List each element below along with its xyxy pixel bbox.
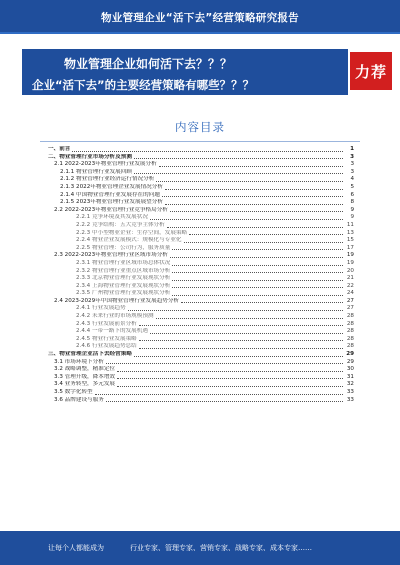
toc-entry-label: 3.5 数字化转型 [54, 389, 93, 395]
toc-entry-leader [117, 371, 343, 372]
toc-entry-page: 5 [350, 183, 354, 190]
toc-entry[interactable] [48, 275, 354, 283]
toc-entry-leader [172, 272, 343, 273]
toc-title: 内容目录 [175, 120, 225, 134]
toc-entry-leader [172, 249, 343, 250]
hero-banner [22, 49, 348, 95]
toc-entry-page: 33 [346, 396, 354, 403]
toc-entry-page: 32 [346, 381, 354, 388]
toc-entry-leader [156, 181, 343, 182]
toc-entry-page: 30 [346, 366, 354, 373]
toc-entry-label: 2.2 2022-2023年物业管理行业竞争格局分析 [54, 206, 168, 213]
toc-entry-page: 19 [346, 259, 354, 266]
toc-entry-page: 4 [350, 176, 354, 183]
toc-entry-label: 2.3.3 北京物业管理行业发展现状分析 [76, 275, 171, 282]
toc-entry-leader [134, 356, 343, 357]
toc-entry-label: 2.4.2 未来行业的市场规模预测 [76, 313, 154, 320]
toc-entry-label: 3.4 业务转型，多元发展 [54, 381, 116, 388]
footer-slogan: 让每个人都能成为 [48, 544, 104, 552]
toc-entry-label: 3.3 管理升级，降本增效 [54, 373, 116, 380]
hero-question-2: 企业“活下去”的主要经营策略有哪些？？？ [32, 78, 255, 92]
toc-entry[interactable] [48, 321, 354, 329]
toc-entry-leader [117, 378, 343, 379]
toc-entry-page: 33 [346, 389, 354, 395]
toc-entry[interactable] [48, 146, 354, 154]
toc-entry-leader [181, 302, 343, 303]
toc-entry-page: 3 [350, 168, 354, 175]
report-header-bar [0, 0, 400, 34]
toc-title-divider [40, 141, 360, 142]
toc-entry-label: 三、物业管理企业活下去经营策略 [48, 351, 132, 358]
toc-entry[interactable] [48, 336, 354, 344]
toc-entry-page: 17 [346, 244, 354, 251]
toc-entry[interactable] [48, 290, 354, 298]
toc-entry[interactable] [48, 389, 354, 397]
toc-entry-page: 8 [350, 199, 354, 206]
hero-question-1: 物业管理企业如何活下去？？？ [64, 57, 233, 71]
toc-entry-leader [165, 204, 343, 205]
toc-entry[interactable] [48, 154, 354, 162]
toc-entry-page: 19 [346, 252, 354, 259]
toc-entry-label: 2.4 2023-2029年中国物业管理行业发展趋势分析 [54, 297, 180, 304]
toc-entry-label: 2.1.2 物业管理行业经济运行情况分析 [60, 176, 155, 183]
toc-entry-page: 9 [350, 206, 354, 213]
toc-entry-leader [170, 211, 343, 212]
toc-entry[interactable] [48, 305, 354, 313]
toc-entry-leader [134, 158, 343, 159]
toc-entry[interactable] [48, 268, 354, 276]
toc-entry-page: 22 [346, 282, 354, 289]
toc-entry-leader [128, 310, 343, 311]
toc-entry-label: 2.4.1 行业发展趋势 [76, 305, 126, 312]
toc-entry-page: 27 [346, 297, 354, 304]
toc-entry-label: 2.2.1 竞争环境及其发展状况 [76, 214, 148, 221]
toc-entry[interactable] [48, 237, 354, 245]
toc-entry[interactable] [48, 222, 354, 230]
toc-entry[interactable] [48, 351, 354, 359]
toc-entry[interactable] [48, 176, 354, 184]
table-of-contents [48, 146, 354, 516]
toc-entry-leader [156, 318, 343, 319]
toc-entry-page: 3 [350, 161, 354, 168]
toc-entry[interactable] [48, 397, 354, 405]
toc-entry[interactable] [48, 230, 354, 238]
toc-entry-page: 11 [346, 221, 354, 228]
toc-entry-leader [165, 189, 343, 190]
toc-entry-leader [150, 333, 343, 334]
toc-entry-page: 27 [346, 305, 354, 312]
toc-entry-leader [172, 280, 343, 281]
toc-entry-label: 2.4.5 物业行业发展策略 [76, 335, 137, 342]
toc-entry[interactable] [48, 199, 354, 207]
toc-entry-leader [134, 173, 343, 174]
toc-entry-page: 20 [346, 267, 354, 274]
toc-entry[interactable] [48, 298, 354, 306]
toc-entry-label: 2.1.4 中国物业管理行业发展存在的问题 [60, 191, 160, 198]
toc-entry-label: 2.1.1 物业管理行业发展回顾 [60, 168, 132, 175]
footer-experts: 行业专家、管理专家、营销专家、战略专家、成本专家…… [130, 544, 312, 552]
toc-entry-label: 2.2.5 物业管理：公司行为，服务质量 [76, 244, 171, 251]
toc-entry[interactable] [48, 245, 354, 253]
toc-entry-label: 2.4.6 行业发展趋势总结 [76, 343, 137, 350]
toc-entry[interactable] [48, 260, 354, 268]
toc-entry-leader [189, 234, 343, 235]
toc-entry-label: 2.3.1 物业管理行业区域市场总体状况 [76, 259, 171, 266]
toc-entry-leader [139, 348, 343, 349]
toc-entry[interactable] [48, 328, 354, 336]
toc-entry-leader [172, 295, 343, 296]
toc-entry[interactable] [48, 207, 354, 215]
toc-entry-label: 2.1 2022-2023年物业管理行业发展分析 [54, 161, 157, 168]
toc-entry-leader [139, 340, 343, 341]
toc-entry-label: 2.2.3 中小型物业企业：生存空间，发展策略 [76, 229, 188, 236]
recommend-badge: 力荐 [350, 52, 392, 90]
toc-entry-label: 一、前言 [48, 146, 71, 152]
toc-entry-label: 2.2.2 竞争结构：五大竞争主体分析 [76, 221, 165, 228]
toc-entry[interactable] [48, 283, 354, 291]
toc-entry-page: 31 [346, 373, 354, 380]
toc-entry-leader [172, 287, 343, 288]
toc-entry-label: 3.1 市场环境下分析 [54, 358, 104, 365]
toc-entry-leader [167, 227, 343, 228]
toc-entry-label: 2.1.5 2023年物业管理行业发展展望分析 [60, 199, 163, 206]
toc-entry-page: 24 [346, 290, 354, 297]
toc-entry-leader [184, 242, 343, 243]
toc-entry-leader [139, 325, 343, 326]
toc-entry-leader [150, 219, 343, 220]
toc-entry-page: 1 [350, 146, 354, 152]
toc-entry-page: 28 [346, 320, 354, 327]
toc-entry-leader [117, 386, 343, 387]
toc-entry[interactable] [48, 252, 354, 260]
toc-entry-page: 15 [346, 237, 354, 244]
toc-entry-page: 28 [346, 328, 354, 335]
header-divider [0, 32, 400, 34]
toc-entry-label: 二、物业管理行业市场分析及预测 [48, 153, 132, 160]
toc-entry-label: 3.6 品牌建设与服务 [54, 396, 104, 403]
toc-entry-page: 6 [350, 191, 354, 198]
toc-entry-leader [159, 166, 343, 167]
toc-entry-page: 28 [346, 313, 354, 320]
toc-entry[interactable] [48, 184, 354, 192]
toc-entry[interactable] [48, 381, 354, 389]
toc-entry[interactable] [48, 374, 354, 382]
toc-entry[interactable] [48, 343, 354, 351]
toc-entry-page: 13 [346, 229, 354, 236]
toc-entry[interactable] [48, 366, 354, 374]
toc-entry-leader [72, 151, 343, 152]
toc-entry-page: 9 [350, 214, 354, 221]
toc-entry-leader [162, 196, 343, 197]
toc-entry-label: 2.4.3 行业发展前景分析 [76, 320, 137, 327]
toc-entry-label: 3.2 战略调整，精准定位 [54, 366, 116, 373]
toc-entry-page: 21 [346, 275, 354, 282]
toc-entry-leader [170, 257, 343, 258]
toc-entry-leader [106, 363, 343, 364]
toc-entry[interactable] [48, 161, 354, 169]
toc-entry[interactable] [48, 214, 354, 222]
toc-entry[interactable] [48, 359, 354, 367]
toc-entry-label: 2.3.5 广州物业管理行业发展现状分析 [76, 290, 171, 297]
toc-entry-leader [172, 265, 343, 266]
footer-bar [0, 531, 400, 565]
toc-entry-label: 2.4.4 一带一路下的发展机遇 [76, 328, 148, 335]
report-title: 物业管理企业“活下去”经营策略研究报告 [100, 11, 299, 24]
toc-entry-leader [95, 394, 343, 395]
toc-entry-label: 2.3.2 物业管理行业重点区域市场分析 [76, 267, 171, 274]
toc-entry-page: 29 [346, 351, 354, 358]
toc-entry-page: 28 [346, 335, 354, 342]
toc-entry[interactable] [48, 169, 354, 177]
toc-entry-leader [106, 401, 343, 402]
toc-entry-page: 28 [346, 343, 354, 350]
toc-entry-label: 2.3.4 上海物业管理行业发展现状分析 [76, 282, 171, 289]
toc-entry-label: 2.1.3 2022年物业管理企业发展情况分析 [60, 183, 163, 190]
toc-entry[interactable] [48, 192, 354, 200]
toc-entry[interactable] [48, 313, 354, 321]
toc-entry-label: 2.2.4 物业企业发展模式：规模化与专业化 [76, 237, 182, 244]
toc-entry-label: 2.3 2022-2023年物业管理行业区域市场分析 [54, 252, 168, 259]
toc-entry-page: 29 [346, 358, 354, 365]
toc-entry-page: 3 [350, 153, 354, 160]
